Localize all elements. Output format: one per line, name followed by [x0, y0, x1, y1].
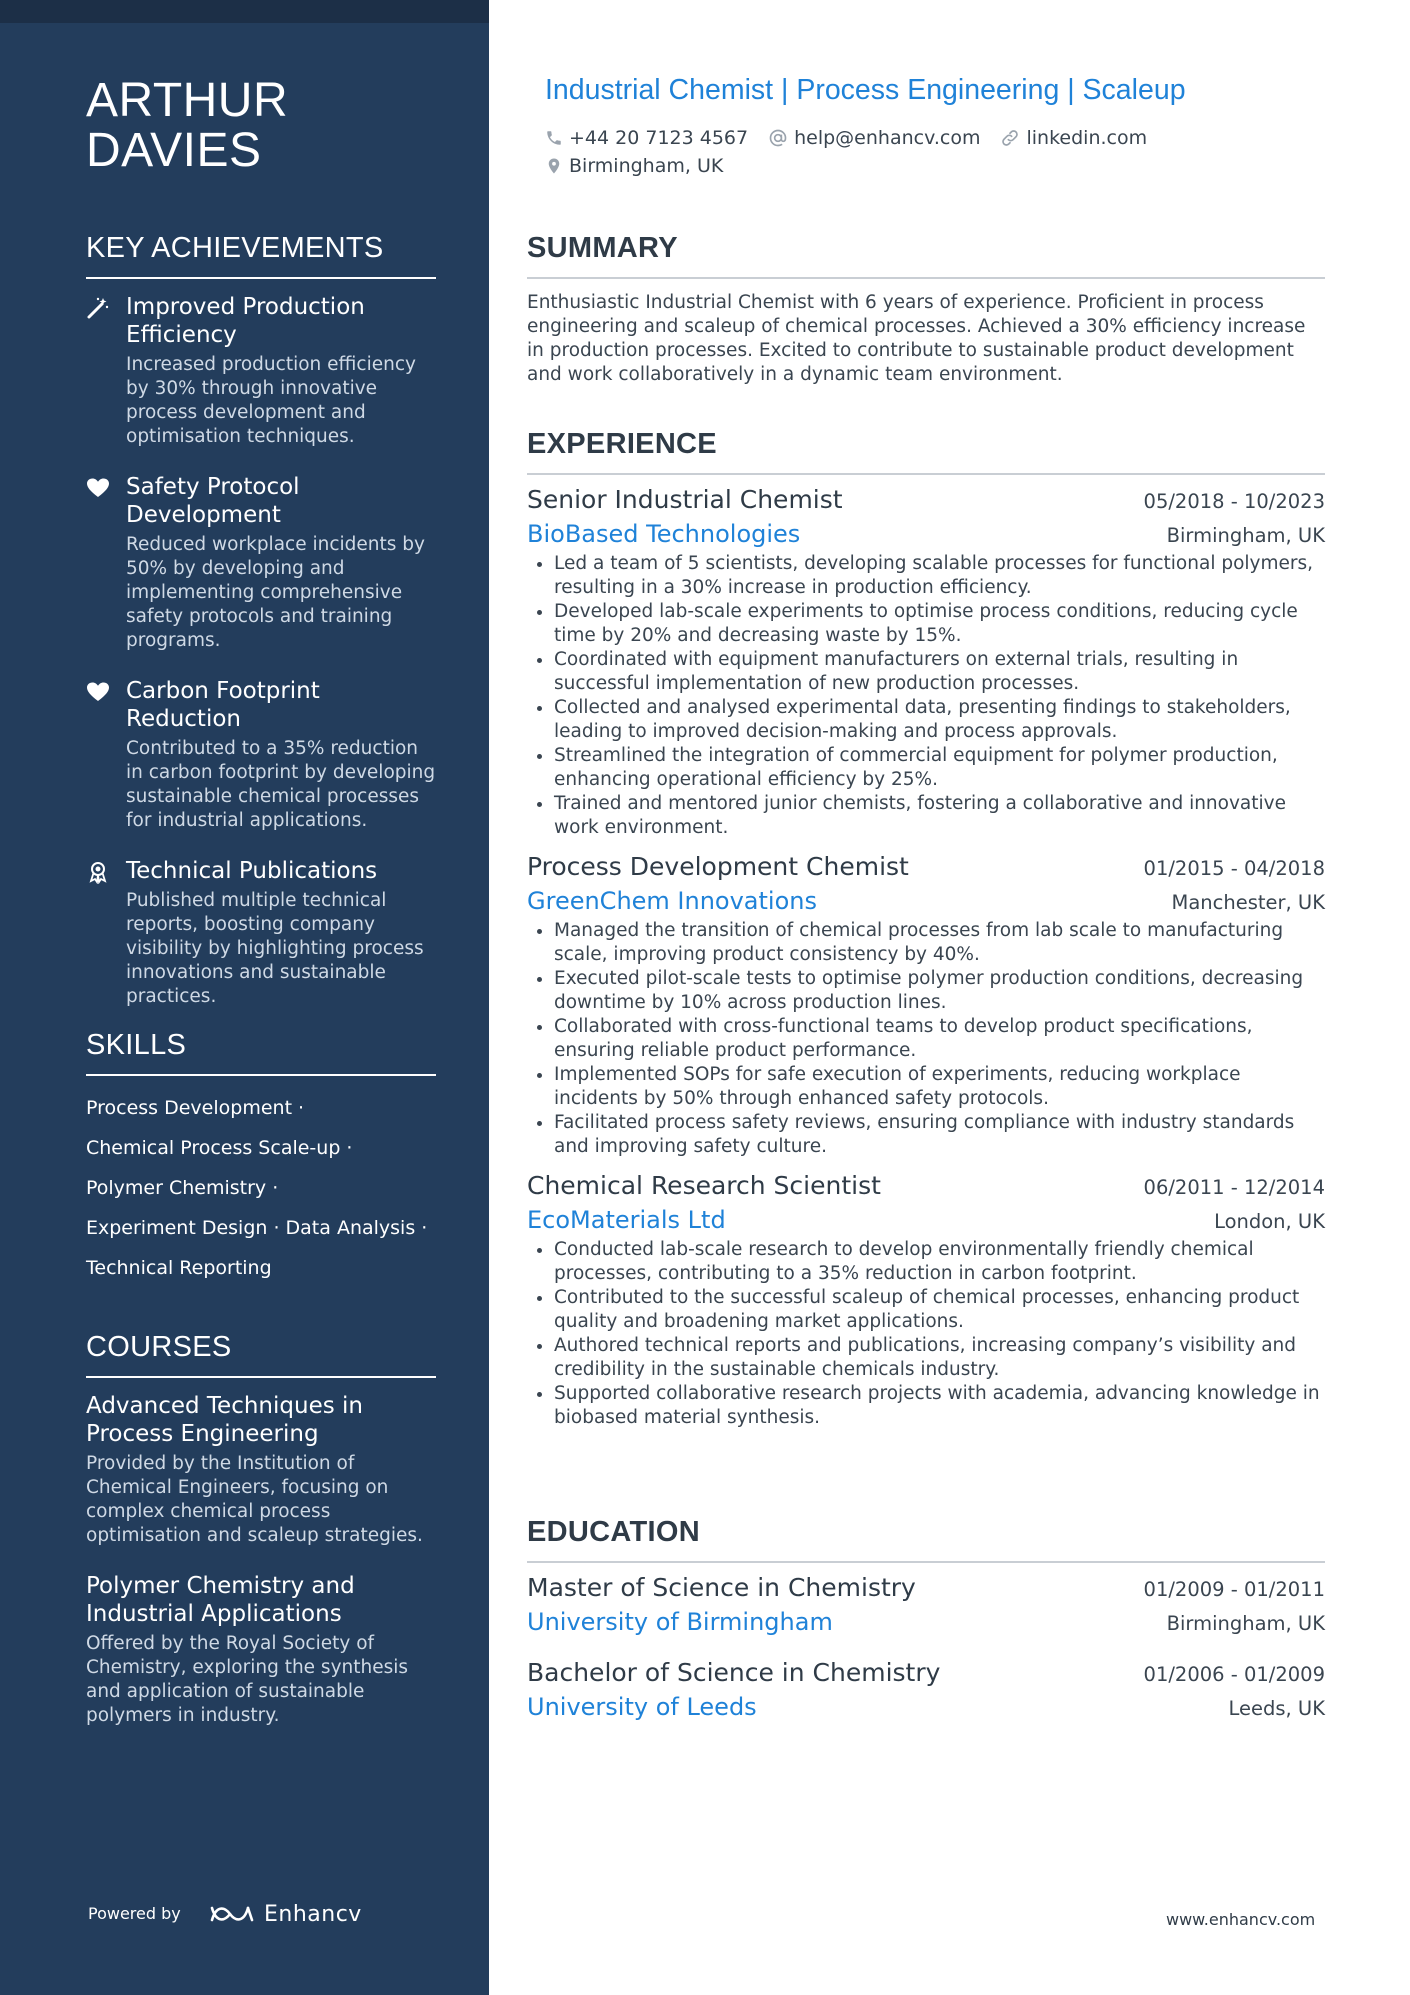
bullet-item: • Collected and analysed experimental data, presenting findings to stakeholders, leading to improved decision-making and process approvals.	[554, 696, 1325, 744]
course-desc: Provided by the Institution of Chemical Engineers, focusing on complex chemical process optimisation and scaleup strategies.	[86, 1453, 423, 1546]
achievement-item	[86, 293, 436, 449]
job-location: Birmingham, UK	[1166, 524, 1325, 547]
course-title: Polymer Chemistry and Industrial Applications	[86, 1573, 355, 1627]
experience-section	[527, 428, 1325, 1430]
job-bullets	[527, 1238, 1325, 1430]
skill-line: Technical Reporting	[86, 1257, 272, 1279]
brand-name: Enhancv	[264, 1901, 362, 1927]
degree-title: Bachelor of Science in Chemistry	[527, 1658, 941, 1687]
course-item	[86, 1392, 436, 1548]
company-name[interactable]: EcoMaterials Ltd	[527, 1206, 726, 1234]
job-title: Process Development Chemist	[527, 852, 909, 881]
courses-section	[86, 1331, 436, 1728]
education-location: Birmingham, UK	[1166, 1612, 1325, 1635]
skill-line: Polymer Chemistry ·	[86, 1177, 279, 1199]
education-entry	[527, 1658, 1325, 1721]
achievement-desc: Increased production efficiency by 30% through innovative process development and optimisation techniques.	[126, 354, 416, 447]
achievements-section	[86, 232, 436, 1009]
bullet-item: • Implemented SOPs for safe execution of experiments, reducing workplace incidents by 50% through enhanced safety protocols.	[554, 1063, 1325, 1111]
achievement-title: Improved Production Efficiency	[126, 294, 365, 348]
skill-line: Chemical Process Scale-up ·	[86, 1137, 353, 1159]
courses-title: COURSES	[86, 1331, 436, 1378]
heart-icon	[86, 476, 110, 500]
contact-info	[545, 124, 1167, 180]
summary-section	[527, 232, 1325, 387]
achievement-title: Carbon Footprint Reduction	[126, 678, 320, 732]
last-name: DAVIES	[86, 124, 262, 177]
job-entry	[527, 1171, 1325, 1430]
heart-icon	[86, 680, 110, 704]
email-contact[interactable]	[768, 124, 980, 152]
company-name[interactable]: GreenChem Innovations	[527, 887, 817, 915]
award-icon	[86, 860, 110, 884]
job-bullets	[527, 919, 1325, 1159]
bullet-item: • Streamlined the integration of commercial equipment for polymer production, enhancing operational efficiency by 25%.	[554, 744, 1325, 792]
bullet-item: • Contributed to the successful scaleup of chemical processes, enhancing product quality and broadening market applications.	[554, 1286, 1325, 1334]
job-location: London, UK	[1214, 1210, 1325, 1233]
job-bullets	[527, 552, 1325, 840]
bullet-item: • Conducted lab-scale research to develop environmentally friendly chemical processes, contributing to a 35% reduction in carbon footprint.	[554, 1238, 1325, 1286]
linkedin-contact[interactable]	[1000, 124, 1147, 152]
headline: Industrial Chemist | Process Engineering | Scaleup	[545, 74, 1186, 106]
achievement-title: Safety Protocol Development	[126, 474, 300, 528]
bullet-item: • Managed the transition of chemical processes from lab scale to manufacturing scale, improving product consistency by 40%.	[554, 919, 1325, 967]
bullet-item: • Led a team of 5 scientists, developing scalable processes for functional polymers, resulting in a 30% increase in production efficiency.	[554, 552, 1325, 600]
email-text: help@enhancv.com	[794, 127, 981, 149]
education-dates: 01/2009 - 01/2011	[1143, 1578, 1325, 1601]
job-entry	[527, 485, 1325, 840]
bullet-item: • Trained and mentored junior chemists, fostering a collaborative and innovative work environment.	[554, 792, 1325, 840]
achievement-desc: Published multiple technical reports, boosting company visibility by highlighting process innovations and sustainable practices.	[126, 890, 424, 1007]
first-name: ARTHUR	[86, 74, 289, 127]
achievement-desc: Reduced workplace incidents by 50% by developing and implementing comprehensive safety protocols and training programs.	[126, 534, 425, 651]
map-pin-icon	[545, 156, 563, 176]
bullet-item: • Facilitated process safety reviews, ensuring compliance with industry standards and improving safety culture.	[554, 1111, 1325, 1159]
skills-section	[86, 1029, 436, 1288]
bullet-item: • Executed pilot-scale tests to optimise polymer production conditions, decreasing downtime by 10% across production lines.	[554, 967, 1325, 1015]
job-title: Senior Industrial Chemist	[527, 485, 843, 514]
education-title: EDUCATION	[527, 1516, 1325, 1563]
school-name[interactable]: University of Birmingham	[527, 1608, 833, 1636]
at-icon	[768, 128, 788, 148]
achievement-item	[86, 857, 436, 1009]
skills-title: SKILLS	[86, 1029, 436, 1076]
job-dates: 01/2015 - 04/2018	[1143, 857, 1325, 880]
powered-by-label: Powered by	[88, 1904, 181, 1923]
skills-list	[86, 1088, 436, 1288]
course-item	[86, 1572, 436, 1728]
bullet-item: • Coordinated with equipment manufacturers on external trials, resulting in successful implementation of new production processes.	[554, 648, 1325, 696]
phone-contact[interactable]	[545, 124, 748, 152]
enhancv-logo-icon	[208, 1900, 256, 1928]
magic-wand-icon	[86, 296, 110, 320]
sidebar	[0, 0, 489, 1995]
job-dates: 05/2018 - 10/2023	[1143, 490, 1325, 513]
education-section	[527, 1516, 1325, 1721]
summary-title: SUMMARY	[527, 232, 1325, 279]
education-dates: 01/2006 - 01/2009	[1143, 1663, 1325, 1686]
bullet-item: • Supported collaborative research projects with academia, advancing knowledge in biobased material synthesis.	[554, 1382, 1325, 1430]
company-name[interactable]: BioBased Technologies	[527, 520, 801, 548]
phone-text: +44 20 7123 4567	[569, 127, 749, 149]
linkedin-text: linkedin.com	[1026, 127, 1148, 149]
bullet-item: • Collaborated with cross-functional teams to develop product specifications, ensuring reliable product performance.	[554, 1015, 1325, 1063]
bullet-item: • Authored technical reports and publications, increasing company’s visibility and credibility in the sustainable chemicals industry.	[554, 1334, 1325, 1382]
location-contact	[545, 152, 723, 180]
achievements-title: KEY ACHIEVEMENTS	[86, 232, 436, 279]
degree-title: Master of Science in Chemistry	[527, 1573, 916, 1602]
enhancv-logo[interactable]	[208, 1898, 362, 1930]
job-dates: 06/2011 - 12/2014	[1143, 1176, 1325, 1199]
education-location: Leeds, UK	[1228, 1697, 1325, 1720]
course-desc: Offered by the Royal Society of Chemistry, exploring the synthesis and application of sustainable polymers in industry.	[86, 1633, 409, 1726]
summary-text: Enthusiastic Industrial Chemist with 6 years of experience. Proficient in process engineering and scaleup of chemical processes. Achieved a 30% efficiency increase in production processes. Excited to contribute to sustainable product development and work collaboratively in a dynamic team environment.	[527, 292, 1306, 385]
job-location: Manchester, UK	[1171, 891, 1325, 914]
candidate-name	[86, 76, 288, 176]
skill-line: Experiment Design · Data Analysis ·	[86, 1217, 428, 1239]
location-text: Birmingham, UK	[569, 155, 724, 177]
skill-line: Process Development ·	[86, 1097, 305, 1119]
experience-title: EXPERIENCE	[527, 428, 1325, 475]
bullet-item: • Developed lab-scale experiments to optimise process conditions, reducing cycle time by 20% and decreasing waste by 15%.	[554, 600, 1325, 648]
achievement-item	[86, 473, 436, 653]
link-icon	[1000, 128, 1020, 148]
education-entry	[527, 1573, 1325, 1636]
achievement-title: Technical Publications	[126, 858, 378, 884]
course-title: Advanced Techniques in Process Engineering	[86, 1393, 363, 1447]
school-name[interactable]: University of Leeds	[527, 1693, 757, 1721]
sidebar-top-bar	[0, 0, 489, 23]
footer-url[interactable]: www.enhancv.com	[1166, 1910, 1316, 1929]
achievement-desc: Contributed to a 35% reduction in carbon footprint by developing sustainable chemical processes for industrial applications.	[126, 738, 436, 831]
phone-icon	[545, 129, 563, 147]
job-title: Chemical Research Scientist	[527, 1171, 881, 1200]
achievement-item	[86, 677, 436, 833]
job-entry	[527, 852, 1325, 1159]
